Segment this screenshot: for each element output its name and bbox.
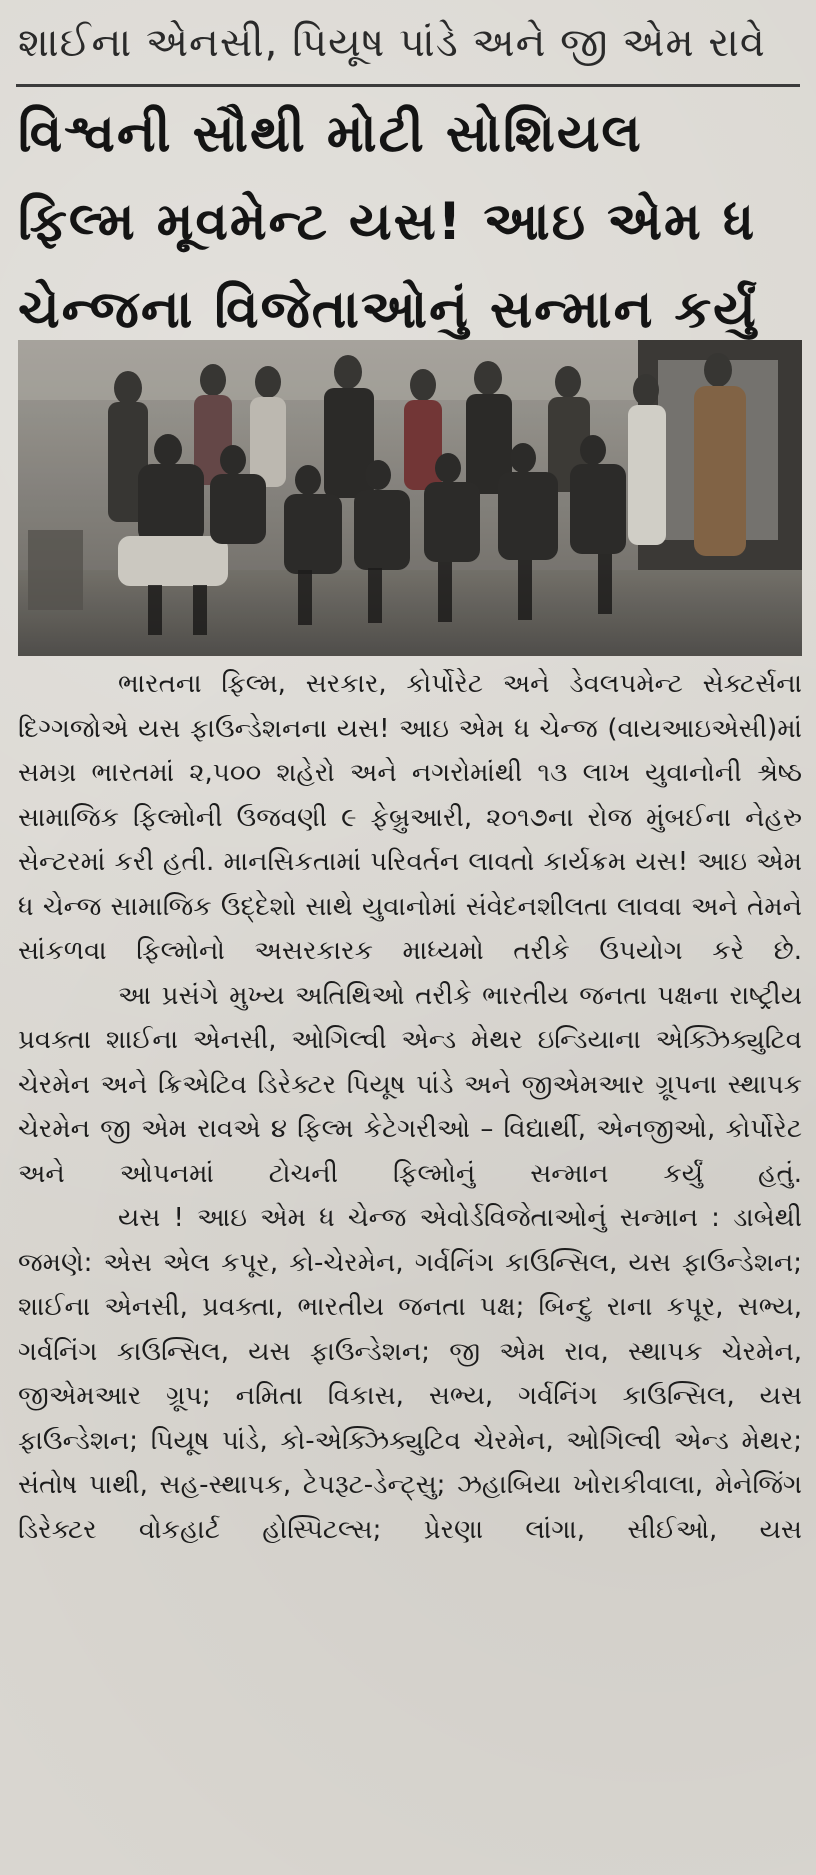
- headline-line-2: ફિલ્મ મૂવમેન્ટ યસ! આઇ એમ ધ: [18, 192, 757, 252]
- headline-line-1: વિશ્વની સૌથી મોટી સોશિયલ: [18, 104, 643, 164]
- group-photo: [18, 340, 802, 656]
- article-paragraph: ભારતના ફિલ્મ, સરકાર, કોર્પોરેટ અને ડેવલપમેન્ટ સેક્ટર્સના દિગ્ગજોએ યસ ફાઉન્ડેશનના યસ! આઇ એમ ધ ચેન્જ (વાયઆઇએસી)માં સમગ્ર ભારતમાં ૨,૫૦૦ શહેરો અને નગરોમાંથી ૧૩ લાખ યુવાનોની શ્રેષ્ઠ સામાજિક ફિલ્મોની ઉજવણી ૯ ફેબ્રુઆરી, ૨૦૧૭ના રોજ મુંબઈના નેહરુ સેન્ટરમાં કરી હતી. માનસિકતામાં પરિવર્તન લાવતો કાર્યક્રમ યસ! આઇ એમ ધ ચેન્જ સામાજિક ઉદ્દેશો સાથે યુવાનોમાં સંવેદનશીલતા લાવવા અને તેમને સાંકળવા ફિલ્મોનો અસરકારક માધ્યમો તરીકે ઉપયોગ કરે છે.: [18, 669, 802, 966]
- article-paragraph: આ પ્રસંગે મુખ્ય અતિથિઓ તરીકે ભારતીય જનતા પક્ષના રાષ્ટ્રીય પ્રવક્તા શાઈના એનસી, ઓગિલ્વી એન્ડ મેથર ઇન્ડિયાના એક્ઝિક્યુટિવ ચેરમેન અને ક્રિએટિવ ડિરેક્ટર પિયૂષ પાંડે અને જીએમઆર ગ્રૂપના સ્થાપક ચેરમેન જી એમ રાવએ ૪ ફિલ્મ કેટેગરીઓ – વિદ્યાર્થી, એનજીઓ, કોર્પોરેટ અને ઓપનમાં ટોચની ફિલ્મોનું સન્માન કર્યું હતું.: [18, 980, 802, 1189]
- headline: [18, 90, 808, 354]
- headline-line-3: ચેન્જના વિજેતાઓનું સન્માન કર્યું: [18, 280, 758, 340]
- group-photo-icon: [18, 340, 802, 656]
- article-paragraph: યસ ! આઇ એમ ધ ચેન્જ એવોર્ડવિજેતાઓનું સન્માન : ડાબેથી જમણે: એસ એલ કપૂર, કો-ચેરમેન, ગર્વનિંગ કાઉન્સિલ, યસ ફાઉન્ડેશન; શાઈના એનસી, પ્રવક્તા, ભારતીય જનતા પક્ષ; બિન્દુ રાના કપૂર, સભ્ય, ગર્વનિંગ કાઉન્સિલ, યસ ફાઉન્ડેશન; જી એમ રાવ, સ્થાપક ચેરમેન, જીએમઆર ગ્રૂપ; નમિતા વિકાસ, સભ્ય, ગર્વનિંગ કાઉન્સિલ, યસ ફાઉન્ડેશન; પિયૂષ પાંડે, કો-એક્ઝિક્યુટિવ ચેરમેન, ઓગિલ્વી એન્ડ મેથર; સંતોષ પાથી, સહ-સ્થાપક, ટેપરૂટ-ડેન્ટ્સુ; ઝહાબિયા ખોરાકીવાલા, મેનેજિંગ ડિરેક્ટર વોકહાર્ટ હોસ્પિટલ્સ; પ્રેરણા લાંગા, સીઈઓ, યસ: [18, 1203, 802, 1545]
- article-body: [18, 662, 802, 1552]
- header-rule: [16, 84, 800, 87]
- kicker-line: શાઈના એનસી, પિયૂષ પાંડે અને જી એમ રાવે: [18, 20, 766, 66]
